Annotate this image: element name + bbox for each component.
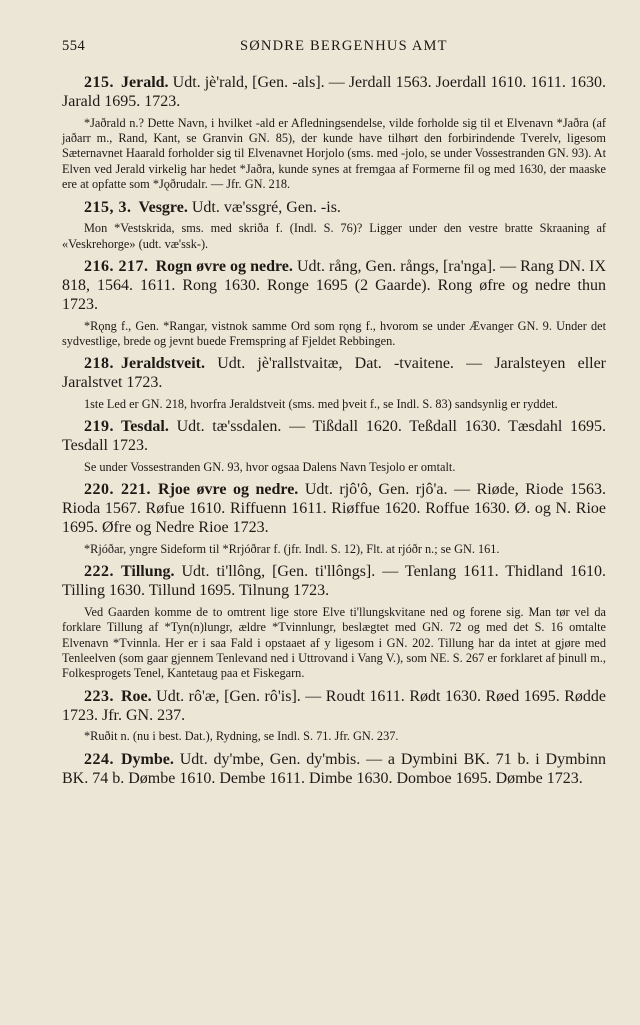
entry-main bbox=[62, 688, 606, 726]
entry-note: *Rjóðar, yngre Sideform til *Rrjóðrar f. (jfr. Indl. S. 12), Flt. at rjóðr n.; se GN. 161. bbox=[84, 541, 500, 556]
entry-text: Udt. ti'llông, [Gen. ti'llôngs]. — Tenlang 1611. Thidland 1610. Tilling 1630. Tillund 1695. Tilnung 1723. bbox=[62, 563, 606, 600]
entry-main bbox=[62, 751, 606, 789]
entry-220-221 bbox=[62, 481, 606, 557]
entry-219 bbox=[62, 418, 606, 475]
entry-main bbox=[62, 258, 606, 314]
entry-name: Jerald. bbox=[121, 74, 169, 91]
entry-text: Udt. tæ'ssdalen. — Tißdall 1620. Teßdall 1630. Tæsdahl 1695. Tesdall 1723. bbox=[62, 418, 606, 455]
entry-name: Rjoe øvre og nedre. bbox=[158, 481, 299, 499]
entry-name: Jeraldstveit. bbox=[121, 355, 205, 373]
entry-note: 1ste Led er GN. 218, hvorfra Jeraldstveit (sms. med þveit f., se Indl. S. 83) sandsynlig er ryddet. bbox=[84, 397, 558, 412]
entry-name: Rogn øvre og nedre. bbox=[155, 258, 293, 276]
entry-list bbox=[62, 74, 606, 794]
entry-text: Udt. jè'rald, [Gen. -als]. — Jerdall 1563. Joerdall 1610. 1611. 1630. Jarald 1695. 1723. bbox=[62, 74, 606, 110]
entry-note: Ved Gaarden komme de to omtrent lige store Elve ti'llungskvitane ned og forene sig. Man tør vel da forklare Tillung af *Tyn(n)lungr, ældre *Tvinnlungr, beslægtet med GN. 72 og med det S. 16 omtalte Elvenavn *Tvinnla. Her er i saa Fald i opstaaet af y ligesom i GN. 202. Tillung har da intet at gjøre med Tenleelven (som gaar gjennem Tenlevand ned i Uttrovand i Vang V.), som NE. S. 267 er forklaret af þinull m., Folkesprogets Tenel, Kantetaug paa et Fiskegarn. bbox=[62, 604, 606, 681]
entry-note: *Ruðit n. (nu i best. Dat.), Rydning, se Indl. S. 71. Jfr. GN. 237. bbox=[84, 729, 399, 744]
entry-number: 220. 221. bbox=[84, 481, 152, 499]
entry-number: 215. bbox=[84, 74, 114, 91]
entry-222 bbox=[62, 563, 606, 682]
entry-main bbox=[62, 74, 606, 112]
entry-number: 216. 217. bbox=[84, 258, 149, 276]
entry-223 bbox=[62, 688, 606, 745]
entry-text: Udt. rång, Gen. rångs, [ra'nga]. — Rang DN. IX 818, 1564. 1611. Rong 1630. Ronge 1695 (2 Gaarde). Rong øfre og nedre thun 1723. bbox=[62, 258, 607, 313]
entry-main bbox=[62, 481, 606, 537]
entry-name: Roe. bbox=[121, 687, 152, 705]
entry-name: Vesgre. bbox=[138, 198, 188, 216]
entry-number: 215, 3. bbox=[84, 198, 132, 216]
entry-218 bbox=[62, 355, 606, 412]
entry-215 bbox=[62, 74, 606, 193]
running-title: SØNDRE BERGENHUS AMT bbox=[240, 38, 448, 54]
entry-text: Udt. væ'ssgré, Gen. -is. bbox=[191, 198, 341, 216]
entry-note: *Rǫng f., Gen. *Rangar, vistnok samme Ord som rǫng f., hvorom se under Ævanger GN. 9. Under det sydvestlige, brede og jevnt buede Fremspring af Fjeldet Rebbingen. bbox=[62, 318, 606, 349]
entry-name: Tesdal. bbox=[121, 418, 169, 436]
entry-main bbox=[62, 355, 606, 393]
entry-216-217 bbox=[62, 258, 606, 349]
entry-text: Udt. rjô'ô, Gen. rjô'a. — Riøde, Riode 1563. Rioda 1567. Røfue 1610. Riffuenn 1611. Riøffue 1620. Roffue 1630. Ø. og N. Rioe 1695. Øfre og Nedre Rioe 1723. bbox=[62, 481, 607, 537]
entry-main bbox=[62, 418, 606, 456]
entry-note: *Jaðrald n.? Dette Navn, i hvilket -ald er Afledningsendelse, vilde forholde sig til et Elvenavn *Jaðra (af jaðarr m., Rand, Kant, se Granvin GN. 85), der kunde have tilhørt den forbirindende Tverelv, ligesom Sæternavnet Haarald forholder sig til Elvenavnet Horjolo (sms. med -jolo, se under Vossestranden GN. 93). At Elven ved Jerald virkelig har hedet *Jaðra, kunde synes at fremgaa af Formerne fil og med 1630, der maaske ere at opfatte som *Jǫðrudalr. — Jfr. GN. 218. bbox=[62, 115, 606, 192]
entry-note: Se under Vossestranden GN. 93, hvor ogsaa Dalens Navn Tesjolo er omtalt. bbox=[84, 460, 456, 475]
page-header bbox=[62, 38, 606, 60]
entry-215-3 bbox=[62, 199, 606, 253]
entry-number: 224. bbox=[84, 750, 114, 768]
entry-number: 223. bbox=[84, 687, 114, 705]
entry-number: 218. bbox=[84, 355, 114, 373]
entry-text: Udt. jè'rallstvaitæ, Dat. -tvaitene. — Jaralsteyen eller Jaralstvet 1723. bbox=[62, 355, 607, 392]
entry-note: Mon *Vestskrida, sms. med skriða f. (Indl. S. 76)? Ligger under den vestre bratte Skraaning af «Veskrehorge» (udt. væ'ssk-). bbox=[62, 221, 606, 251]
entry-main bbox=[62, 199, 606, 218]
entry-name: Dymbe. bbox=[121, 750, 174, 768]
entry-text: Udt. dy'mbe, Gen. dy'mbis. — a Dymbini BK. 71 b. i Dymbinn BK. 74 b. Dømbe 1610. Dembe 1611. Dimbe 1630. Domboe 1695. Dømbe 1723. bbox=[62, 750, 606, 787]
entry-name: Tillung. bbox=[121, 563, 175, 581]
entry-main bbox=[62, 563, 606, 601]
entry-224 bbox=[62, 751, 606, 789]
entry-number: 222. bbox=[84, 563, 114, 581]
page-number: 554 bbox=[62, 38, 86, 54]
entry-text: Udt. rô'æ, [Gen. rô'is]. — Roudt 1611. Rødt 1630. Røed 1695. Rødde 1723. Jfr. GN. 237. bbox=[62, 687, 607, 724]
entry-number: 219. bbox=[84, 418, 114, 436]
